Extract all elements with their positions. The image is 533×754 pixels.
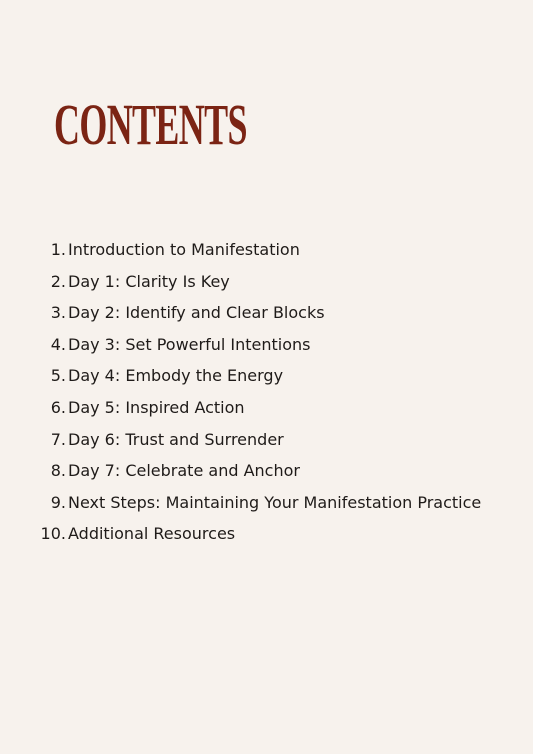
- toc-item-label: Next Steps: Maintaining Your Manifestation Practice: [68, 492, 482, 512]
- toc-item[interactable]: [0, 264, 533, 296]
- toc-item-number: 1.: [50, 240, 66, 259]
- table-of-contents: [0, 232, 533, 548]
- toc-item-number: 10.: [40, 524, 66, 544]
- toc-item-number: 2.: [50, 271, 66, 291]
- toc-item[interactable]: [0, 516, 533, 548]
- toc-item-number: 7.: [50, 429, 66, 449]
- toc-item-number: 4.: [50, 334, 66, 354]
- toc-item-number: 9.: [50, 492, 66, 512]
- toc-item-label: Day 1: Clarity Is Key: [68, 271, 230, 291]
- page-title: CONTENTS: [54, 92, 247, 157]
- toc-item-number: 6.: [50, 397, 66, 417]
- toc-item[interactable]: [0, 390, 533, 422]
- toc-item[interactable]: [0, 485, 533, 517]
- toc-item-label: Day 4: Embody the Energy: [68, 366, 284, 386]
- toc-item[interactable]: [0, 358, 533, 390]
- toc-item-label: Day 3: Set Powerful Intentions: [68, 334, 311, 354]
- toc-item[interactable]: [0, 453, 533, 485]
- toc-item-number: 3.: [50, 303, 66, 323]
- toc-item-number: 8.: [50, 461, 66, 481]
- toc-item-label: Introduction to Manifestation: [68, 240, 300, 259]
- toc-item-number: 5.: [50, 366, 66, 386]
- toc-item[interactable]: [0, 295, 533, 327]
- toc-item-label: Day 6: Trust and Surrender: [68, 429, 284, 449]
- toc-item[interactable]: [0, 232, 533, 264]
- toc-item-label: Day 5: Inspired Action: [68, 397, 245, 417]
- toc-item-label: Additional Resources: [68, 524, 236, 544]
- toc-item[interactable]: [0, 327, 533, 359]
- toc-item-label: Day 7: Celebrate and Anchor: [68, 461, 300, 481]
- toc-item[interactable]: [0, 422, 533, 454]
- toc-item-label: Day 2: Identify and Clear Blocks: [68, 303, 325, 323]
